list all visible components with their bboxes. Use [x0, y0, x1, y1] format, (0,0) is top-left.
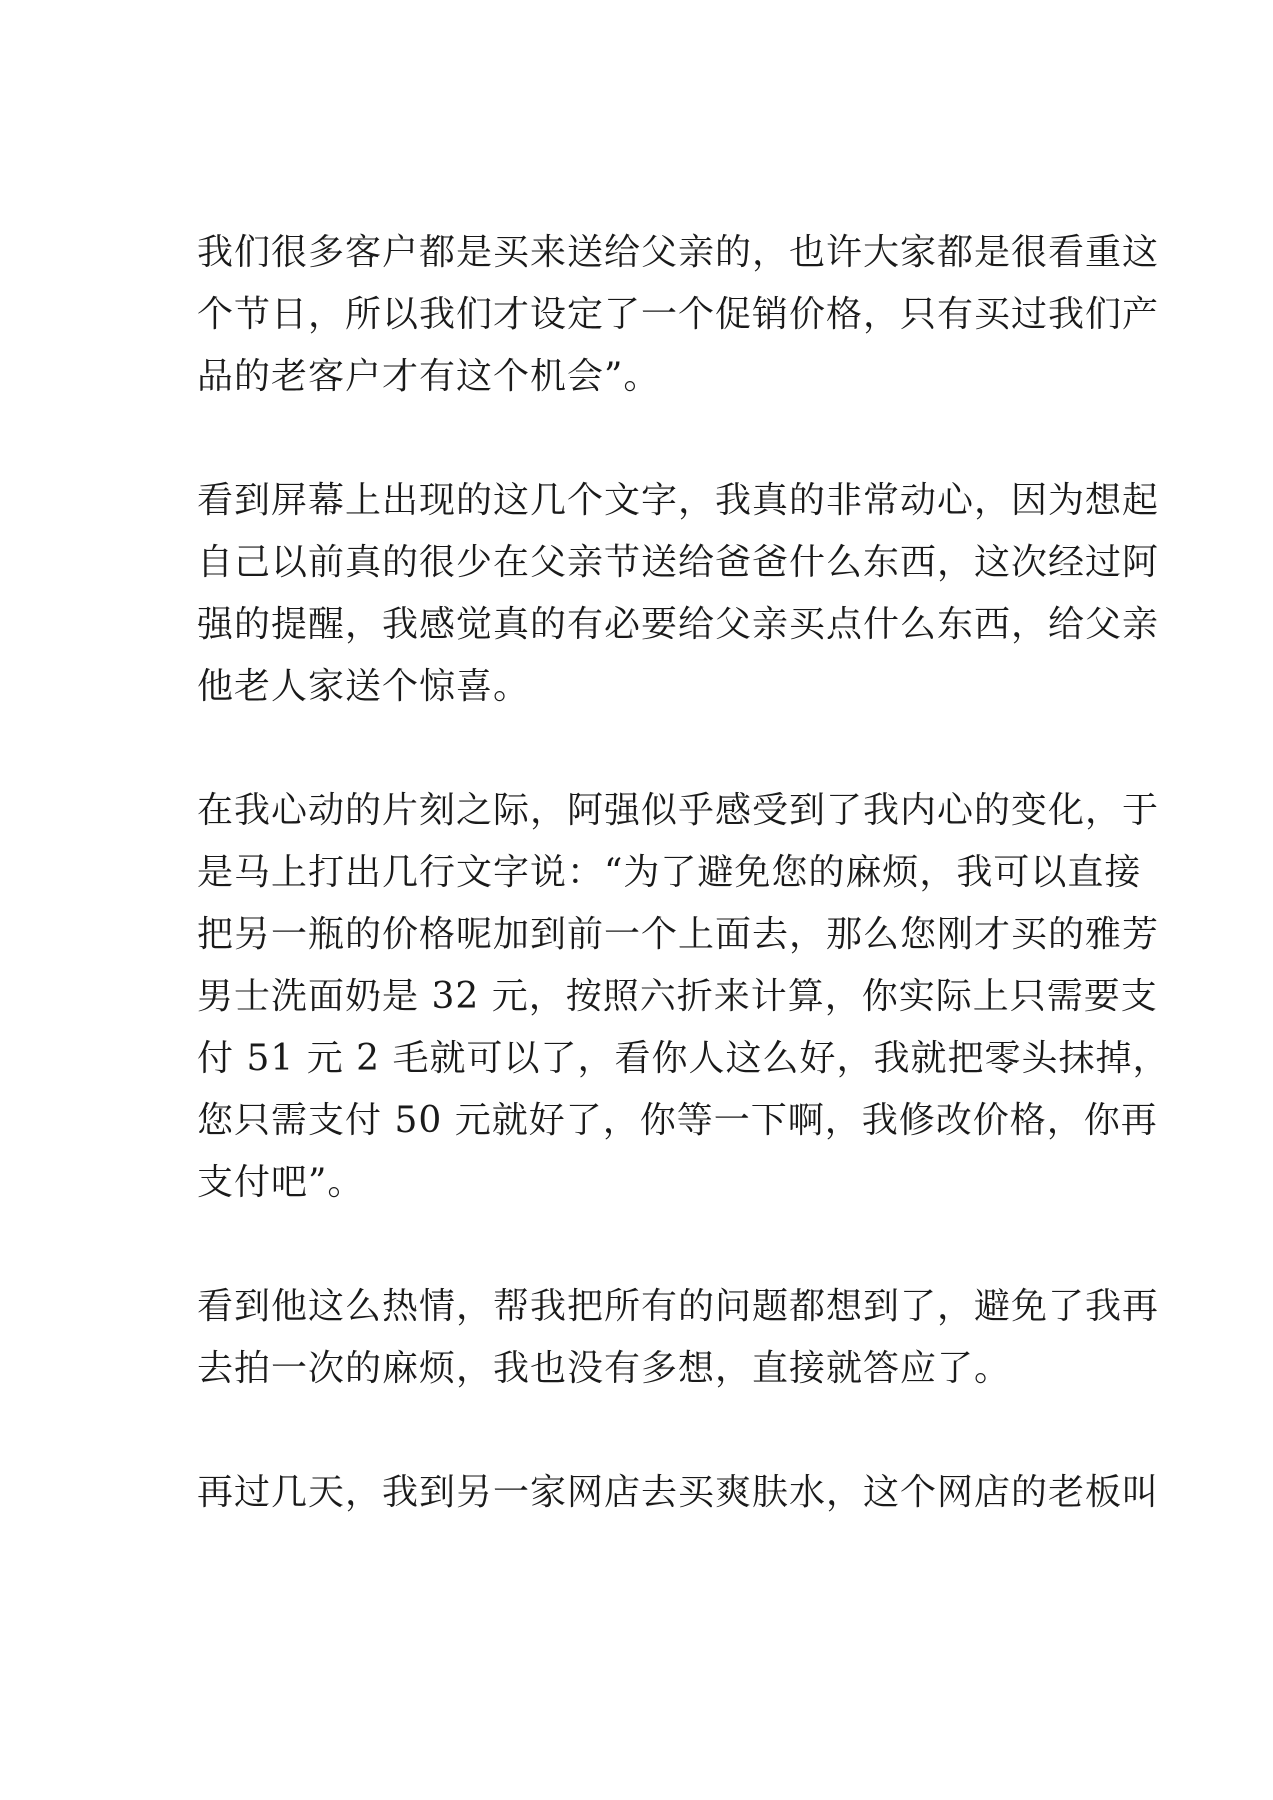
paragraph-3	[197, 780, 1170, 1214]
text-line: 去拍一次的麻烦，我也没有多想，直接就答应了。	[197, 1348, 1012, 1389]
text-line: 把另一瓶的价格呢加到前一个上面去，那么您刚才买的雅芳	[197, 914, 1160, 955]
text-line: 我们很多客户都是买来送给父亲的，也许大家都是很看重这	[197, 232, 1160, 273]
text-line: 自己以前真的很少在父亲节送给爸爸什么东西，这次经过阿	[197, 542, 1160, 583]
text-line: 您只需支付 50 元就好了，你等一下啊，我修改价格，你再	[197, 1100, 1158, 1141]
text-line: 男士洗面奶是 32 元，按照六折来计算，你实际上只需要支	[197, 976, 1158, 1017]
text-line: 他老人家送个惊喜。	[197, 666, 531, 707]
text-line: 看到他这么热情，帮我把所有的问题都想到了，避免了我再	[197, 1286, 1160, 1327]
text-line: 是马上打出几行文字说：“为了避免您的麻烦，我可以直接	[197, 852, 1142, 893]
text-line: 再过几天，我到另一家网店去买爽肤水，这个网店的老板叫	[197, 1472, 1160, 1513]
text-line: 强的提醒，我感觉真的有必要给父亲买点什么东西，给父亲	[197, 604, 1160, 645]
document-body	[197, 222, 1170, 1586]
text-line: 付 51 元 2 毛就可以了，看你人这么好，我就把零头抹掉，	[197, 1038, 1170, 1079]
paragraph-1	[197, 222, 1160, 408]
text-line: 品的老客户才有这个机会”。	[197, 356, 661, 397]
paragraph-4	[197, 1276, 1160, 1400]
text-line: 看到屏幕上出现的这几个文字，我真的非常动心，因为想起	[197, 480, 1160, 521]
paragraph-2	[197, 470, 1160, 718]
paragraph-5	[197, 1462, 1160, 1524]
text-line: 在我心动的片刻之际，阿强似乎感受到了我内心的变化，于	[197, 790, 1160, 831]
text-line: 支付吧”。	[197, 1162, 365, 1203]
text-line: 个节日，所以我们才设定了一个促销价格，只有买过我们产	[197, 294, 1160, 335]
